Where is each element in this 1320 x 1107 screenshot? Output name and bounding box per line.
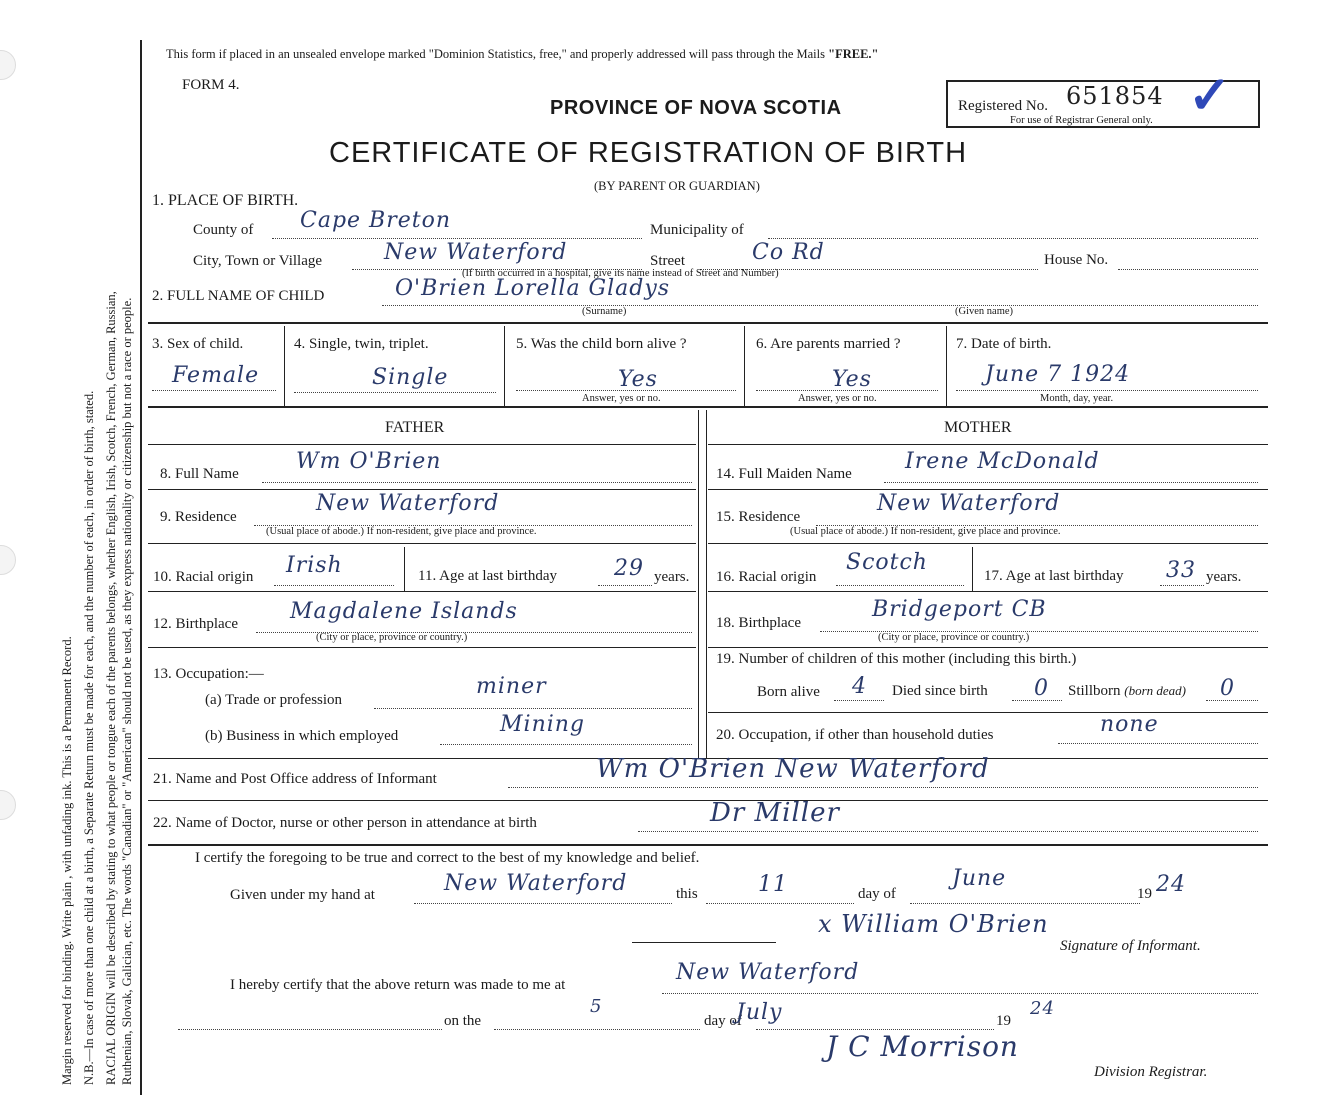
mail-note	[166, 47, 878, 62]
died-since-birth-label: Died since birth	[892, 683, 988, 699]
registrar-day-value: 5	[590, 996, 603, 1017]
stillborn-note: (born dead)	[1124, 683, 1187, 698]
mother-age-years: years.	[1206, 569, 1242, 585]
mother-age-label: 17. Age at last birthday	[984, 568, 1124, 584]
father-residence-label: 9. Residence	[160, 509, 237, 525]
child-name-value: O'Brien Lorella Gladys	[395, 276, 671, 301]
father-age-years: years.	[654, 569, 690, 585]
certify-text: I certify the foregoing to be true and correct to the best of my knowledge and belief.	[195, 850, 700, 866]
street-value: Co Rd	[752, 240, 825, 265]
business-label: (b) Business in which employed	[205, 728, 399, 744]
registrar-year-prefix: 19	[996, 1013, 1011, 1029]
margin-note-racial-origin: RACIAL ORIGIN will be described by stating to what people or tongue each of the parents belongs, whether English, Irish, Scotch, French, German, Russian,	[104, 291, 118, 1085]
given-place-value: New Waterford	[444, 871, 628, 896]
children-count-label: 19. Number of children of this mother (including this birth.)	[716, 651, 1077, 667]
born-alive-count-value: 4	[852, 674, 867, 699]
trade-value: miner	[476, 674, 547, 699]
registrar-certify-text: I hereby certify that the above return was made to me at	[230, 977, 566, 993]
father-birthplace-label: 12. Birthplace	[153, 616, 238, 632]
father-residence-note: (Usual place of abode.) If non-resident, give place and province.	[266, 526, 537, 537]
father-racial-label: 10. Racial origin	[153, 569, 254, 585]
registrar-year-value: 24	[1030, 998, 1055, 1019]
registrar-signature-label: Division Registrar.	[1094, 1064, 1208, 1080]
hospital-note: (If birth occurred in a hospital, give its name instead of Street and Number)	[462, 268, 779, 279]
registrar-on-the-label: on the	[444, 1013, 482, 1029]
plurality-label: 4. Single, twin, triplet.	[294, 336, 429, 352]
mother-residence-label: 15. Residence	[716, 509, 801, 525]
registered-box	[946, 68, 1260, 128]
registered-value: 651854	[1066, 82, 1164, 110]
mother-name-label: 14. Full Maiden Name	[716, 466, 852, 482]
stillborn-label-text: Stillborn	[1068, 683, 1121, 699]
mother-occupation-value: none	[1100, 712, 1159, 737]
father-age-label: 11. Age at last birthday	[418, 568, 557, 584]
father-name-label: 8. Full Name	[160, 466, 239, 482]
binding-hole-middle	[0, 545, 16, 575]
born-alive-count-label: Born alive	[757, 684, 820, 700]
mother-heading: MOTHER	[944, 419, 1012, 436]
mail-free: "FREE."	[828, 47, 879, 61]
surname-note: (Surname)	[582, 306, 627, 317]
street-label: Street	[650, 253, 685, 269]
given-month-value: June	[952, 866, 1007, 891]
dob-note: Month, day, year.	[1040, 393, 1114, 404]
died-since-birth-value: 0	[1034, 676, 1049, 701]
registered-label: Registered No.	[958, 98, 1048, 114]
given-day-value: 11	[758, 872, 788, 897]
municipality-label: Municipality of	[650, 222, 744, 238]
dob-value: June 7 1924	[985, 362, 1131, 387]
binding-hole-top	[0, 50, 16, 80]
informant-signature-value: x William O'Brien	[818, 910, 1049, 938]
father-residence-value: New Waterford	[316, 491, 500, 516]
county-label: County of	[193, 222, 254, 238]
mother-racial-value: Scotch	[846, 550, 928, 575]
registrar-signature-value: J C Morrison	[826, 1030, 1019, 1063]
father-age-value: 29	[614, 556, 644, 581]
city-value: New Waterford	[384, 240, 568, 265]
parents-married-label: 6. Are parents married ?	[756, 336, 901, 352]
mother-racial-label: 16. Racial origin	[716, 569, 817, 585]
father-occupation-label: 13. Occupation:—	[153, 666, 264, 682]
place-of-birth-heading: 1. PLACE OF BIRTH.	[152, 192, 299, 209]
margin-note-multiple-births: N.B.—In case of more than one child at a birth, a Separate Return must be made for each, and the number of each, in order of birth, stated.	[82, 390, 96, 1085]
mother-name-value: Irene McDonald	[905, 449, 1100, 474]
business-value: Mining	[500, 712, 586, 737]
check-mark-icon: ✓	[1188, 68, 1232, 125]
child-name-label: 2. FULL NAME OF CHILD	[152, 288, 325, 304]
father-name-value: Wm O'Brien	[296, 449, 442, 474]
sex-value: Female	[172, 363, 260, 388]
stillborn-value: 0	[1220, 676, 1235, 701]
father-birthplace-note: (City or place, province or country.)	[316, 632, 468, 643]
informant-label: 21. Name and Post Office address of Informant	[153, 771, 437, 787]
father-racial-value: Irish	[286, 553, 343, 578]
plurality-value: Single	[372, 365, 449, 390]
house-number-label: House No.	[1044, 252, 1109, 268]
mother-birthplace-label: 18. Birthplace	[716, 615, 801, 631]
city-label: City, Town or Village	[193, 253, 323, 269]
sex-label: 3. Sex of child.	[152, 336, 244, 352]
margin-note-racial-origin-cont: Ruthenian, Slovak, Galician, etc. The words "Canadian" or "American" should not be used, as they express nationality or citizenship but not a race or people.	[120, 297, 134, 1085]
certificate-title: CERTIFICATE OF REGISTRATION OF BIRTH	[329, 137, 968, 169]
mail-note-text: This form if placed in an unsealed envelope marked "Dominion Statistics, free," and properly addressed will pass through the Mails	[166, 47, 825, 61]
doctor-label: 22. Name of Doctor, nurse or other person in attendance at birth	[153, 815, 537, 831]
stillborn-label	[1068, 683, 1186, 700]
mother-residence-note: (Usual place of abode.) If non-resident, give place and province.	[790, 526, 1061, 537]
doctor-value: Dr Miller	[710, 798, 840, 828]
binding-hole-bottom	[0, 790, 16, 820]
born-alive-note: Answer, yes or no.	[582, 393, 661, 404]
certificate-subtitle: (BY PARENT OR GUARDIAN)	[594, 179, 760, 193]
mother-age-value: 33	[1166, 558, 1196, 583]
trade-label: (a) Trade or profession	[205, 692, 343, 708]
form-number: FORM 4.	[182, 77, 240, 93]
given-year-prefix: 19	[1137, 886, 1152, 902]
mother-occupation-label: 20. Occupation, if other than household duties	[716, 727, 994, 743]
informant-signature-label: Signature of Informant.	[1060, 938, 1201, 954]
born-alive-label: 5. Was the child born alive ?	[516, 336, 687, 352]
registrar-day-of-label: day of	[704, 1013, 742, 1029]
parents-married-value: Yes	[832, 367, 872, 392]
informant-value: Wm O'Brien New Waterford	[596, 754, 990, 784]
mother-birthplace-note: (City or place, province or country.)	[878, 632, 1030, 643]
father-heading: FATHER	[385, 419, 445, 436]
given-day-of-label: day of	[858, 886, 896, 902]
parents-married-note: Answer, yes or no.	[798, 393, 877, 404]
registrar-month-value: July	[736, 1000, 783, 1025]
registrar-place-value: New Waterford	[676, 960, 860, 985]
dob-label: 7. Date of birth.	[956, 336, 1052, 352]
given-this-label: this	[676, 886, 698, 902]
given-name-note: (Given name)	[955, 306, 1014, 317]
given-under-label: Given under my hand at	[230, 887, 375, 903]
margin-note-binding: Margin reserved for binding. Write plain , with unfading ink. This is a Permanent Record.	[60, 636, 74, 1085]
province-heading: PROVINCE OF NOVA SCOTIA	[550, 97, 842, 119]
county-value: Cape Breton	[300, 208, 452, 233]
mother-birthplace-value: Bridgeport CB	[872, 597, 1047, 622]
father-birthplace-value: Magdalene Islands	[290, 599, 518, 624]
given-year-value: 24	[1156, 872, 1186, 897]
born-alive-value: Yes	[618, 367, 658, 392]
margin-border	[140, 40, 142, 1095]
mother-residence-value: New Waterford	[877, 491, 1061, 516]
registrar-note: For use of Registrar General only.	[1010, 115, 1153, 126]
